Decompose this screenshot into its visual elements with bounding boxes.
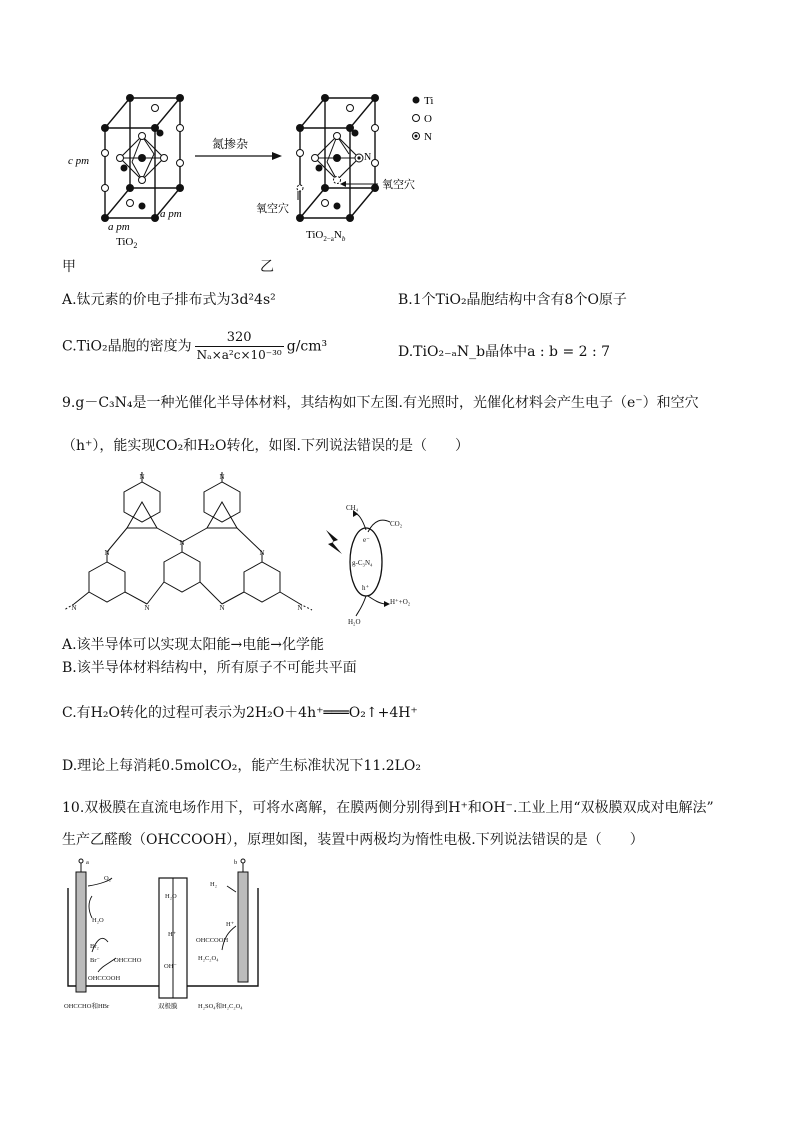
q9-option-d: D.理论上每消耗0.5molCO₂，能产生标准状况下11.2LO₂ xyxy=(62,758,421,774)
h2o-membrane-label: H₂O xyxy=(165,893,177,900)
a-pm-left-label: a pm xyxy=(108,221,130,233)
atom-n-6: N xyxy=(71,604,77,612)
q8-option-b: B.1个TiO₂晶胞结构中含有8个O原子 xyxy=(398,292,627,308)
density-fraction xyxy=(195,330,284,363)
ohccho-label: OHCCHO xyxy=(114,957,142,964)
h-right-label: H⁺ xyxy=(226,921,235,928)
n-atom-label: N xyxy=(364,152,372,163)
ohccooh-left-label: OHCCOOH xyxy=(88,975,121,982)
tio2-left-label: TiO$_2$ xyxy=(116,236,138,250)
photocatalysis-mechanism-figure xyxy=(318,500,428,630)
atom-n-1: N xyxy=(179,539,185,547)
electrode-b-label: b xyxy=(234,859,238,866)
ch4-label: CH₄ xyxy=(346,504,359,512)
q9-option-b: B.该半导体材料结构中，所有原子不可能共平面 xyxy=(62,660,357,676)
atom-n-8: N xyxy=(139,473,145,481)
tio2-right-label: $TiO_{2-a}N_b$ xyxy=(306,229,346,243)
q10-stem-line2: 生产乙醛酸（OHCCOOH），原理如图，装置中两极均为惰性电极.下列说法错误的是（ ） xyxy=(62,832,644,848)
vacancy-right-label: 氧空穴 xyxy=(382,179,415,191)
hole-label: h⁺ xyxy=(362,584,370,592)
g-c3n4-structure-figure xyxy=(62,472,322,622)
atom-n-4: N xyxy=(144,604,150,612)
legend-n-label: N xyxy=(424,131,432,143)
o2-label: O₂ xyxy=(104,875,111,882)
h2c2o4-label: H₂C₂O₄ xyxy=(198,955,219,962)
bipolar-membrane-electrolysis-figure xyxy=(62,856,272,1016)
h-membrane-label: H⁺ xyxy=(168,931,177,938)
bottom-mid-label: 双极膜 xyxy=(158,1003,178,1010)
vacancy-left-label: 氧空穴 xyxy=(256,203,289,215)
label-jia: 甲 xyxy=(62,259,76,275)
legend-o-label: O xyxy=(424,113,432,125)
co2-label: CO₂ xyxy=(390,520,403,528)
q9-option-c: C.有H₂O转化的过程可表示为2H₂O＋4h⁺═══O₂↑+4H⁺ xyxy=(62,705,418,721)
atom-n-7: N xyxy=(297,604,303,612)
arrow-doping-label: 氮掺杂 xyxy=(212,137,249,151)
br2-label: Br₂ xyxy=(90,943,99,950)
label-yi: 乙 xyxy=(260,259,274,275)
legend-ti-label: Ti xyxy=(424,95,434,107)
crystal-figure xyxy=(60,88,460,263)
q9-stem-line2: （h⁺），能实现CO₂和H₂O转化，如图.下列说法错误的是（ ） xyxy=(62,438,469,454)
h2o-label: H₂O xyxy=(348,618,361,626)
q8-option-c xyxy=(62,330,327,363)
q10-stem-line1: 10.双极膜在直流电场作用下，可将水离解，在膜两侧分别得到H⁺和OH⁻.工业上用“双极膜双成对电解法” xyxy=(62,800,714,816)
density-unit: g/cm³ xyxy=(286,338,328,355)
h-o2-label: H⁺+O₂ xyxy=(390,598,411,606)
oh-membrane-label: OH⁻ xyxy=(164,963,177,970)
bottom-right-label: H₂SO₄和H₂C₂O₄ xyxy=(198,1003,243,1010)
fraction-numerator: 320 xyxy=(195,330,284,347)
atom-n-9: N xyxy=(219,473,225,481)
electron-label: e⁻ xyxy=(363,536,370,544)
c-pm-label: c pm xyxy=(68,155,90,167)
a-pm-right-label: a pm xyxy=(160,208,182,220)
ohccooh-right-label: OHCCOOH xyxy=(196,937,229,944)
atom-n-2: N xyxy=(104,549,110,557)
br-ion-label: Br⁻ xyxy=(90,957,100,964)
catalyst-label: g-C₃N₄ xyxy=(352,559,373,567)
q8-option-c-prefix: C.TiO₂晶胞的密度为 xyxy=(62,338,192,355)
atom-n-5: N xyxy=(219,604,225,612)
h2o-left-label: H₂O xyxy=(92,917,104,924)
electrode-a-label: a xyxy=(86,859,89,866)
bottom-left-label: OHCCHO和HBr xyxy=(64,1003,110,1010)
h2-label: H₂ xyxy=(210,881,217,888)
q8-option-d: D.TiO₂₋ₐN_b晶体中a : b = 2 : 7 xyxy=(398,344,611,360)
q9-stem-line1: 9.g－C₃N₄是一种光催化半导体材料，其结构如下左图.有光照时，光催化材料会产生电子（e⁻）和空穴 xyxy=(62,395,699,411)
light-icon xyxy=(326,530,342,554)
atom-n-3: N xyxy=(259,549,265,557)
q8-option-a: A.钛元素的价电子排布式为3d²4s² xyxy=(62,292,276,308)
q9-option-a: A.该半导体可以实现太阳能→电能→化学能 xyxy=(62,637,325,653)
fraction-denominator: Nₐ×a²c×10⁻³⁰ xyxy=(196,348,282,362)
